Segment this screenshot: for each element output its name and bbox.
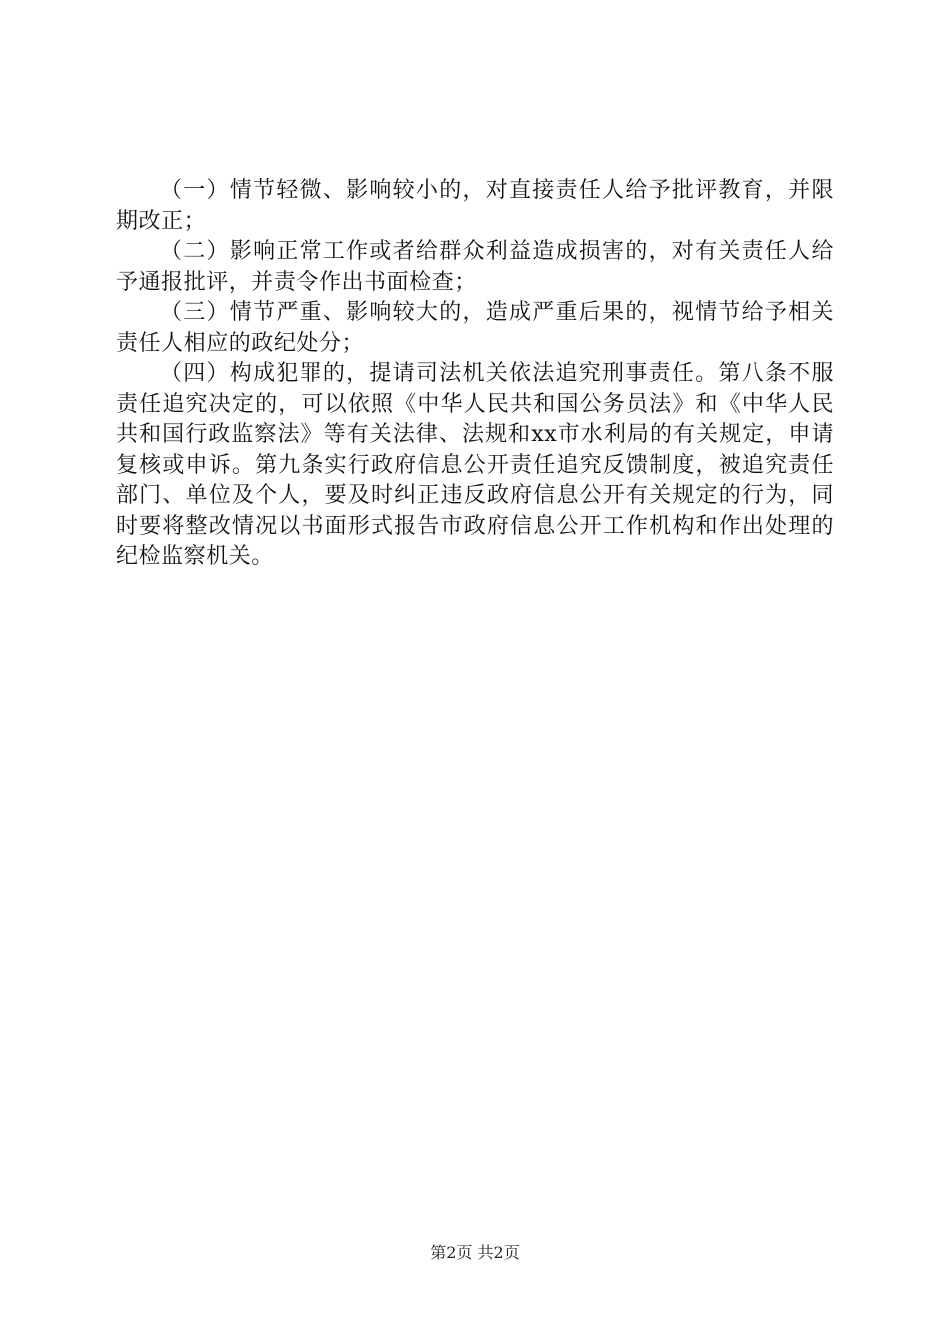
paragraph-3: （三）情节严重、影响较大的，造成严重后果的，视情节给予相关责任人相应的政纪处分； bbox=[116, 300, 834, 356]
document-body bbox=[116, 176, 834, 573]
paragraph-2: （二）影响正常工作或者给群众利益造成损害的，对有关责任人给予通报批评，并责令作出书面检查； bbox=[116, 239, 834, 295]
page-footer: 第2页 共2页 bbox=[430, 1243, 520, 1262]
paragraph-1: （一）情节轻微、影响较小的，对直接责任人给予批评教育，并限期改正； bbox=[116, 178, 834, 234]
paragraph-4: （四）构成犯罪的，提请司法机关依法追究刑事责任。第八条不服责任追究决定的，可以依照《中华人民共和国公务员法》和《中华人民共和国行政监察法》等有关法律、法规和xx市水利局的有关规定，申请复核或申诉。第九条实行政府信息公开责任追究反馈制度，被追究责任部门、单位及个人，要及时纠正违反政府信息公开有关规定的行为，同时要将整改情况以书面形式报告市政府信息公开工作机构和作出处理的纪检监察机关。 bbox=[116, 361, 834, 569]
